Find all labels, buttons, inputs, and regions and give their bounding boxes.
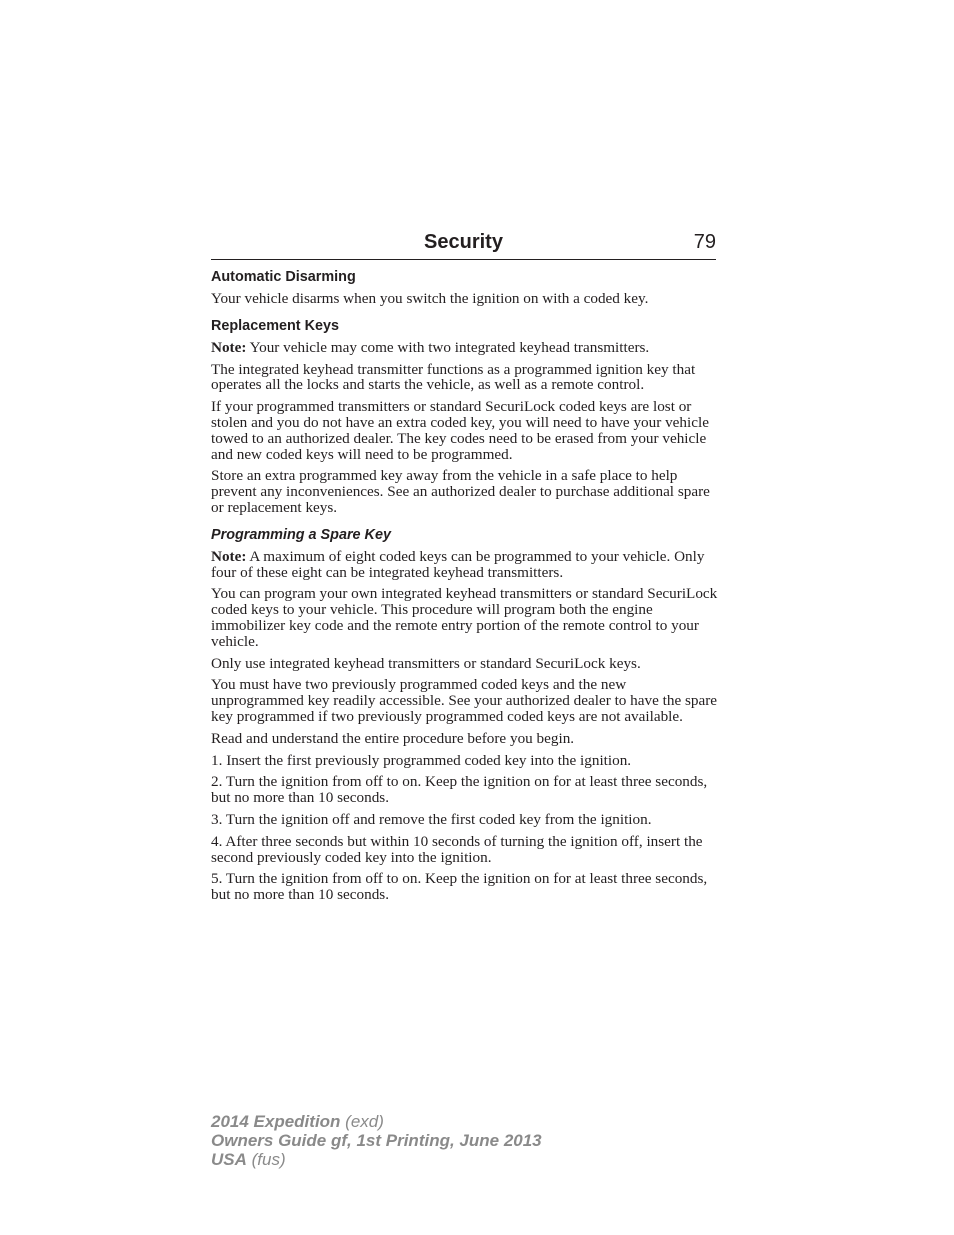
paragraph: The integrated keyhead transmitter functions as a programmed ignition key that operates all the locks and starts the vehicle, as well as a remote control. [211,360,696,394]
page-number: 79 [693,231,716,253]
note-label: Note: [211,547,247,565]
note-label: Note: [211,338,247,356]
page-content [211,268,719,909]
heading-replacement-keys: Replacement Keys [211,317,339,334]
page-footer [211,1112,542,1169]
step-2: 2. Turn the ignition from off to on. Keep the ignition on for at least three seconds, but no more than 10 seconds. [211,773,708,807]
page-header [211,229,716,260]
paragraph: Read and understand the entire procedure before you begin. [211,729,575,747]
step-5: 5. Turn the ignition from off to on. Keep the ignition on for at least three seconds, but no more than 10 seconds. [211,870,708,904]
footer-market-line [211,1150,542,1169]
note-text: A maximum of eight coded keys can be programmed to your vehicle. Only four of these eight can be integrated keyhead transmitters. [211,547,705,581]
heading-programming-spare-key: Programming a Spare Key [211,526,391,543]
section-title: Security [424,231,503,253]
footer-market-code: (fus) [246,1150,286,1169]
footer-model-line [211,1112,542,1131]
paragraph: Store an extra programmed key away from the vehicle in a safe place to help prevent any inconveniences. See an authorized dealer to purchase additional spare or replacement keys. [211,467,710,516]
step-1: 1. Insert the first previously programmed coded key into the ignition. [211,751,632,769]
footer-model: 2014 Expedition [211,1112,341,1131]
heading-automatic-disarming: Automatic Disarming [211,269,356,285]
paragraph: If your programmed transmitters or standard SecuriLock coded keys are lost or stolen and you do not have an extra coded key, you will need to have your vehicle towed to an authorized dealer. The key codes need to be erased from your vehicle and new coded keys will need to be programmed. [211,398,709,463]
footer-model-code: (exd) [340,1112,384,1131]
step-4: 4. After three seconds but within 10 seconds of turning the ignition off, insert the second previously coded key into the ignition. [211,832,703,866]
note-paragraph [211,340,719,356]
step-3: 3. Turn the ignition off and remove the first coded key from the ignition. [211,810,652,828]
paragraph: You must have two previously programmed coded keys and the new unprogrammed key readily accessible. See your authorized dealer to have the spare key programmed if two previously programmed coded keys are not available. [211,676,718,725]
footer-market: USA [211,1150,247,1169]
footer-guide-line [211,1131,542,1150]
paragraph: You can program your own integrated keyhead transmitters or standard SecuriLock coded keys to your vehicle. This procedure will program both the engine immobilizer key code and the remote entry portion of the remote control to your vehicle. [211,585,718,650]
footer-guide: Owners Guide gf, 1st Printing, June 2013 [211,1131,542,1150]
paragraph: Your vehicle disarms when you switch the ignition on with a coded key. [211,290,649,307]
paragraph: Only use integrated keyhead transmitters or standard SecuriLock keys. [211,654,641,672]
note-text: Your vehicle may come with two integrated keyhead transmitters. [246,338,650,356]
note-paragraph [211,549,719,581]
